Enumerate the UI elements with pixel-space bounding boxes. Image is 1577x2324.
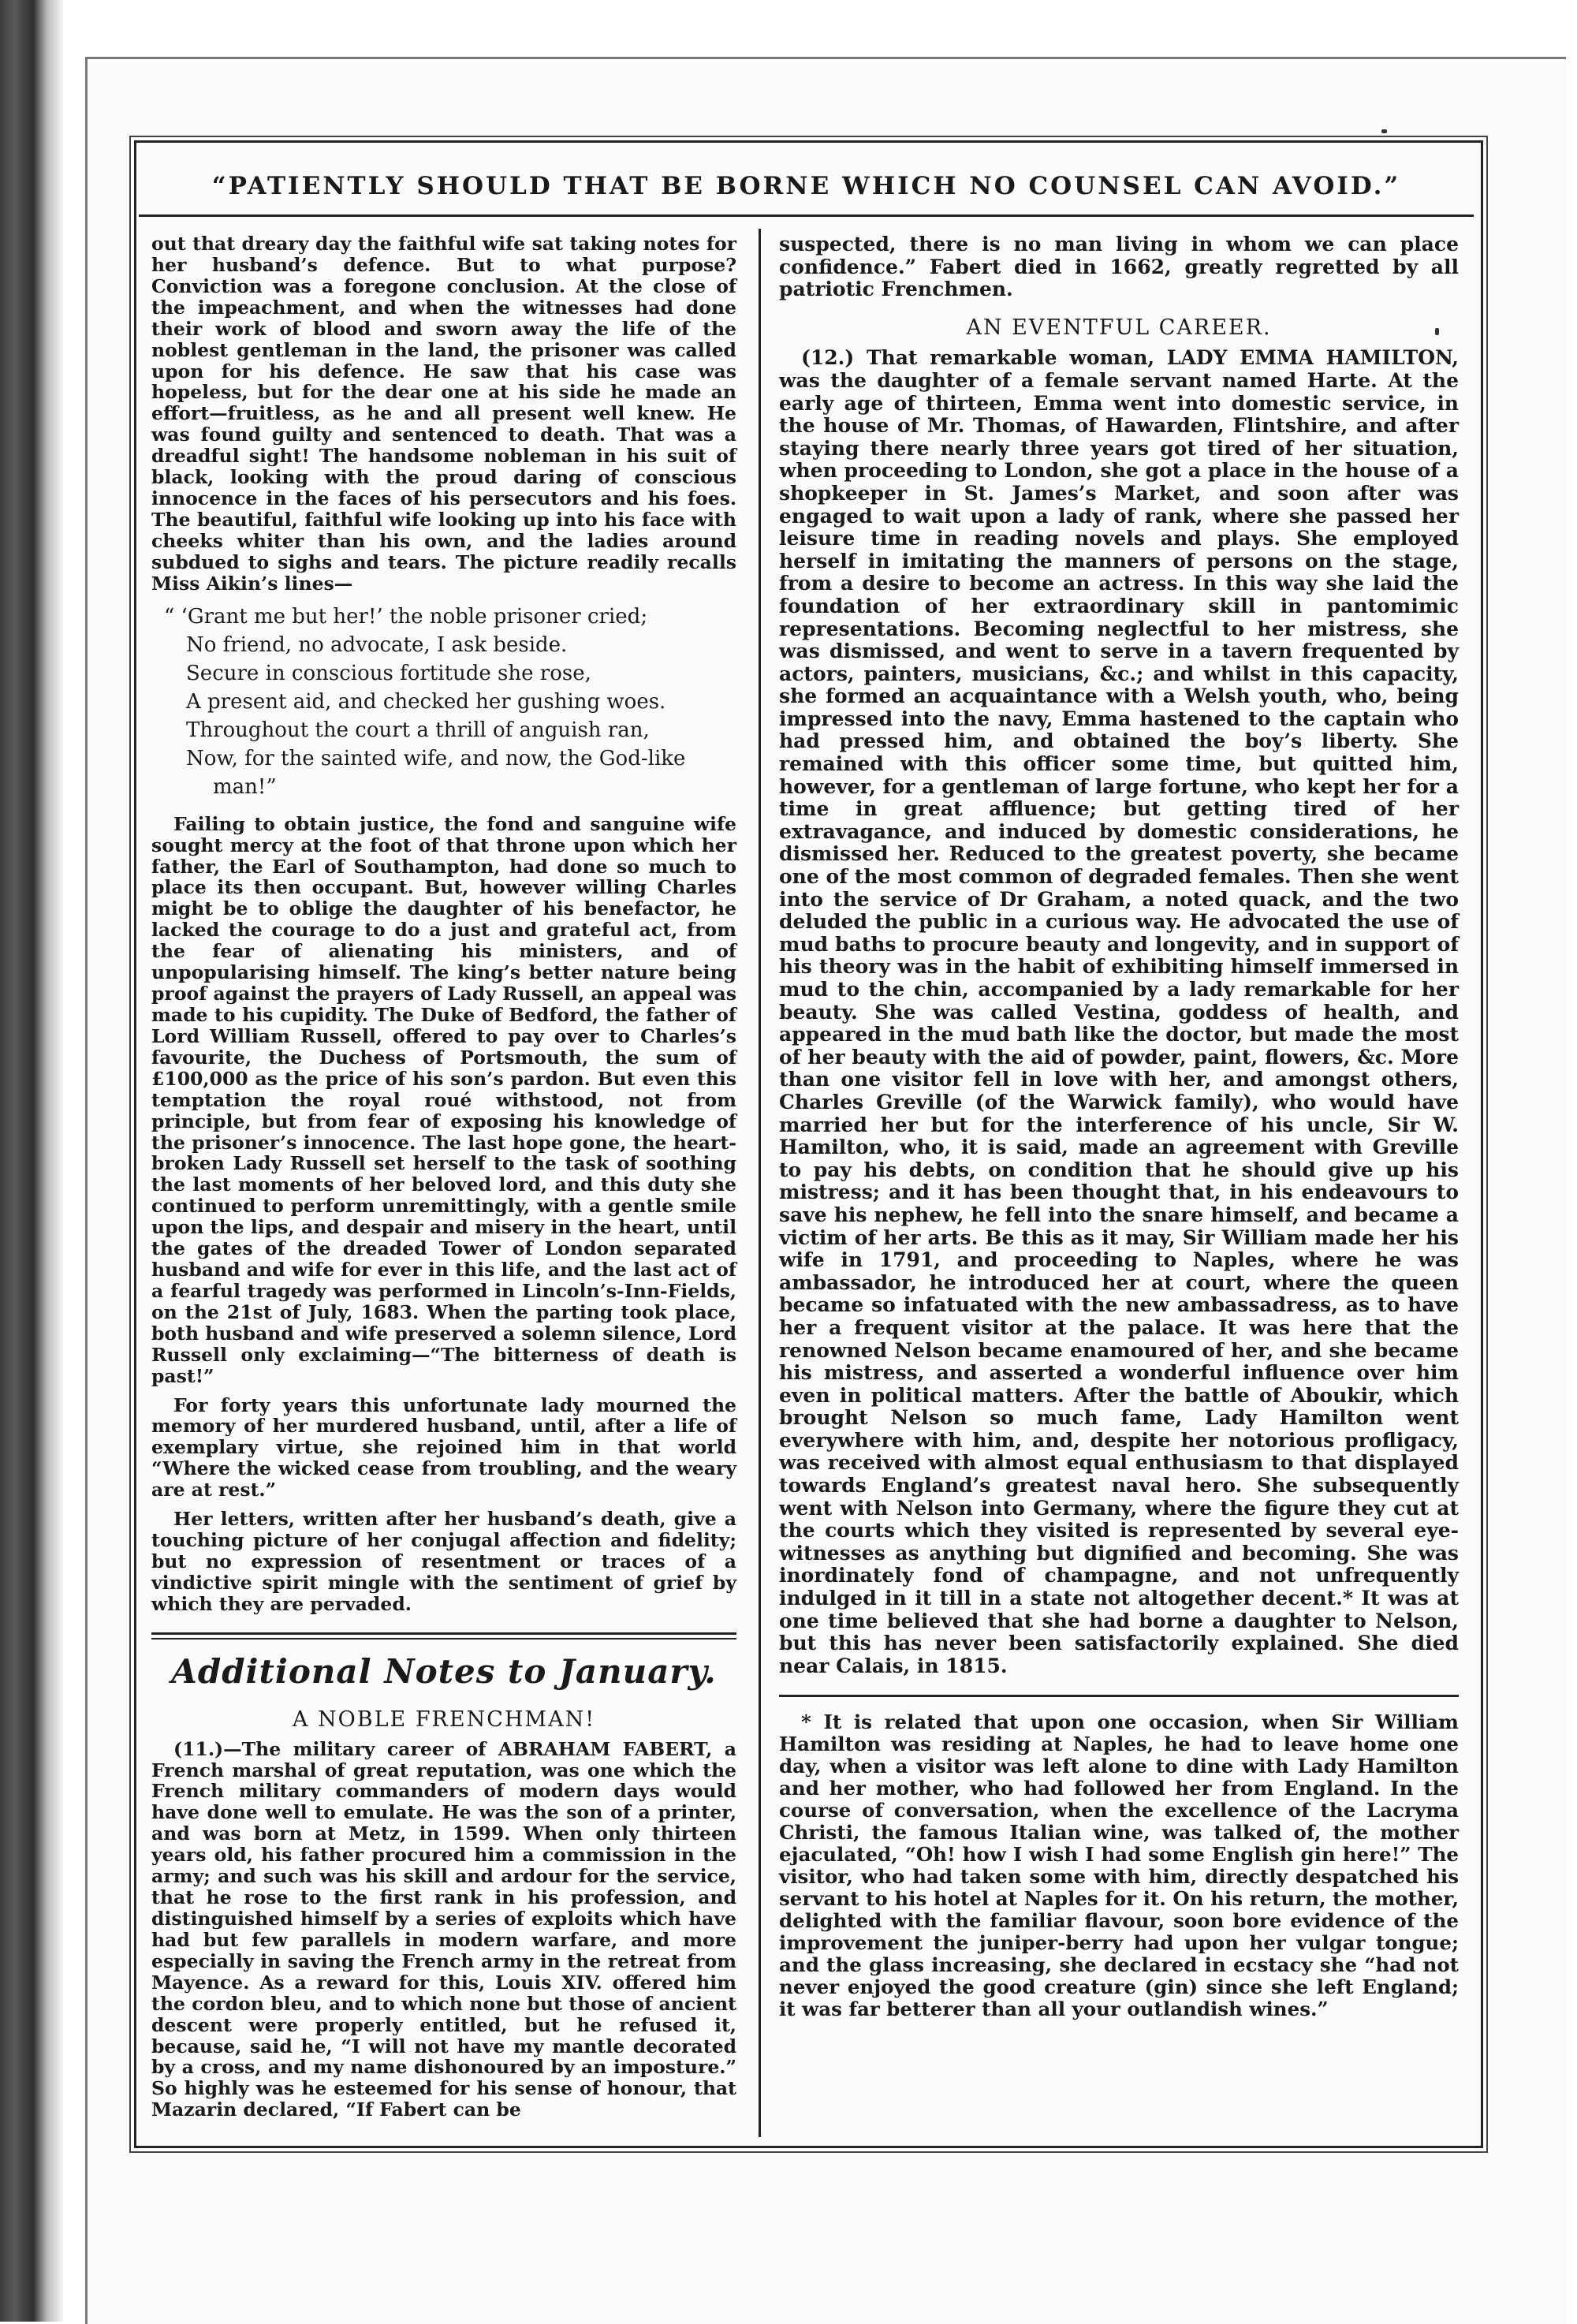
verse-line: Now, for the sainted wife, and now, the God-like: [186, 746, 686, 770]
print-speck: [1381, 129, 1387, 133]
fabert-continuation: suspected, there is no man living in whom we can place confidence.” Fabert died in 1662, greatly regretted by all patriotic Frenchmen.: [779, 233, 1459, 301]
book-binding-edge: [0, 0, 63, 2322]
footnote-text: * It is related that upon one occasion, when Sir William Hamilton was residing at Naples, he had to leave home one day, when a visitor was left alone to dine with Lady Hamilton and her mother, who had followed her from England. In the course of conversation, when the excellence of the Lacryma Christi, the famous Italian wine, was talked of, the mother ejaculated, “Oh! how I wish I had some English gin here!” The visitor, who had taken some with him, directly despatched his servant to his hotel at Naples for it. On his return, the mother, delighted with the familiar flavour, soon bore evidence of the improvement the juniper-berry had upon her vulgar tongue; and the glass increasing, she declared in ecstacy she “had not never enjoyed the good creature (gin) since she left England; it was far betterer than all your outlandish wines.”: [779, 1710, 1459, 2021]
verse-line: No friend, no advocate, I ask beside.: [186, 632, 568, 657]
footnote-rule: [779, 1695, 1459, 1697]
hamilton-paragraph: (12.) That remarkable woman, LADY EMMA HAMILTON, was the daughter of a female servant named Harte. At the early age of thirteen, Emma went into domestic service, in the house of Mr. Thomas, of Hawarden, Flintshire, and after staying there nearly three years got tired of her situation, when proceeding to London, she got a place in the house of a shopkeeper in St. James’s Market, and soon after was engaged to wait upon a lady of rank, where she passed her leisure time in reading novels and plays. She employed herself in imitating the manners of persons on the stage, from a desire to become an actress. In this way she laid the foundation of her extraordinary skill in pantomimic representations. Becoming neglectful to her mistress, she was dismissed, and went to serve in a tavern frequented by actors, painters, musicians, &c.; and whilst in this capacity, she formed an acquaintance with a Welsh youth, who, being impressed into the navy, Emma hastened to the captain who had pressed him, and obtained the boy’s liberty. She remained with this officer some time, but quitted him, however, for a gentleman of large fortune, who kept her for a time in great affluence; but getting tired of her extravagance, and induced by domestic considerations, he dismissed her. Reduced to the greatest poverty, she became one of the most common of degraded females. Then she went into the service of Dr Graham, a noted quack, and the two deluded the public in a curious way. He advocated the use of mud baths to procure beauty and longevity, and in support of his theory was in the habit of exhibiting himself immersed in mud to the chin, accompanied by a lady remarkable for her beauty. She was called Vestina, goddess of health, and appeared in the mud bath like the doctor, but made the most of her beauty with the aid of powder, paint, flowers, &c. More than one visitor fell in love with her, and amongst others, Charles Greville (of the Warwick family), who would have married her but for the interference of his uncle, Sir W. Hamilton, who, it is said, made an agreement with Greville to pay his debts, on condition that he should give up his mistress; and it has been thought that, in his endeavours to save his nephew, he fell into the snare himself, and became a victim of her arts. Be this as it may, Sir William made her his wife in 1791, and proceeding to Naples, where he was ambassador, he introduced her at court, where the queen became so infatuated with the new ambassadress, as to have her a frequent visitor at the palace. It was here that the renowned Nelson became enamoured of her, and she became his mistress, and asserted a wonderful influence over him even in political matters. After the battle of Aboukir, which brought Nelson so much fame, Lady Hamilton went everywhere with him, and, despite her notorious profligacy, was received with almost equal enthusiasm to that displayed towards England’s greatest naval hero. She subsequently went with Nelson into Germany, where the figure they cut at the courts which they visited is represented by several eye-witnesses as anything but dignified and becoming. She was inordinately fond of champagne, and not unfrequently indulged in it till in a state not altogether decent.* It was at one time believed that she had borne a daughter to Nelson, but this has never been satisfactorily explained. She died near Calais, in 1815.: [779, 346, 1459, 1677]
russell-paragraph-4: Her letters, written after her husband’s death, give a touching picture of her conjugal affection and fidelity; but no expression of resentment or traces of a vindictive spirit mingle with the sentiment of grief by which they are pervaded.: [151, 1508, 736, 1615]
right-column: [779, 233, 1459, 2020]
verse-line: Secure in conscious fortitude she rose,: [186, 661, 591, 685]
left-column: [151, 233, 736, 2128]
verse-line: “ ‘Grant me but her!’ the noble prisoner cried;: [164, 604, 648, 629]
fabert-paragraph: (11.)—The military career of ABRAHAM FABERT, a French marshal of great reputation, was one which the French military commanders of modern days would have done well to emulate. He was the son of a printer, and was born at Metz, in 1599. When only thirteen years old, his father procured him a commission in the army; and such was his skill and ardour for the service, that he rose to the first rank in his profession, and distinguished himself by a series of exploits which have had but few parallels in modern warfare, and more especially in saving the French army in the retreat from Mayence. As a reward for this, Louis XIV. offered him the cordon bleu, and to which none but those of ancient descent were properly entitled, but he refused it, because, said he, “I will not have my mantle decorated by a cross, and my name dishonoured by an imposture.” So highly was he esteemed for his sense of honour, that Mazarin declared, “If Fabert can be: [151, 1737, 736, 2121]
column-divider: [759, 229, 761, 2137]
russell-paragraph-3: For forty years this unfortunate lady mourned the memory of her murdered husband, until, after a life of exemplary virtue, she rejoined him in that world “Where the wicked cease from troubling, and the weary are at rest.”: [151, 1393, 736, 1501]
russell-paragraph-1: out that dreary day the faithful wife sat taking notes for her husband’s defence. But to what purpose? Conviction was a foregone conclusion. At the close of the impeachment, and when the witnesses had done their work of blood and sworn away the life of the noblest gentleman in the land, the prisoner was called upon for his defence. He saw that his case was hopeless, but for the dear one at his side he made an effort—fruitless, as he and all present well knew. He was found guilty and sentenced to death. That was a dreadful sight! The handsome nobleman in his suit of black, looking with the proud daring of conscious innocence in the faces of his persecutors and his foes. The beautiful, faithful wife looking up into his face with cheeks whiter than his own, and the ladies around subdued to sighs and tears. The picture readily recalls Miss Aikin’s lines—: [151, 233, 736, 595]
print-speck: [1435, 328, 1439, 335]
russell-paragraph-2: Failing to obtain justice, the fond and sanguine wife sought mercy at the foot of that throne upon which her father, the Earl of Southampton, had done so much to place its then occupant. But, however willing Charles might be to oblige the daughter of his benefactor, he lacked the courage to do a just and grateful act, from the fear of alienating his ministers, and of unpopularising himself. The king’s better nature being proof against the prayers of Lady Russell, an appeal was made to his cupidity. The Duke of Bedford, the father of Lord William Russell, offered to pay over to Charles’s favourite, the Duchess of Portsmouth, the sum of £100,000 as the price of his son’s pardon. But even this temptation the royal roué withstood, not from principle, but from fear of exposing his knowledge of the prisoner’s innocence. The last hope gone, the heart-broken Lady Russell set herself to the task of soothing the last moments of her beloved lord, and this duty she continued to perform unremittingly, with a gentle smile upon the lips, and despair and misery in the heart, until the gates of the dreaded Tower of London separated husband and wife for ever in this life, and the last act of a fearful tragedy was performed in Lincoln’s-Inn-Fields, on the 21st of July, 1683. When the parting took place, both husband and wife preserved a solemn silence, Lord Russell only exclaiming—“The bitterness of death is past!”: [151, 812, 736, 1387]
section-title: Additional Notes to January.: [171, 1651, 717, 1691]
noble-frenchman-heading: A NOBLE FRENCHMAN!: [292, 1707, 596, 1732]
aikin-verse: [151, 602, 736, 801]
footnote: [779, 1711, 1459, 2020]
verse-line: Throughout the court a thrill of anguish ran,: [186, 718, 650, 742]
motto-rule: [139, 214, 1474, 217]
verse-line: A present aid, and checked her gushing woes.: [186, 689, 666, 714]
eventful-career-heading: AN EVENTFUL CAREER.: [966, 315, 1272, 340]
running-motto: “PATIENTLY SHOULD THAT BE BORNE WHICH NO COUNSEL CAN AVOID.”: [211, 172, 1401, 200]
verse-line: man!”: [213, 774, 277, 799]
section-rule: [151, 1632, 736, 1639]
